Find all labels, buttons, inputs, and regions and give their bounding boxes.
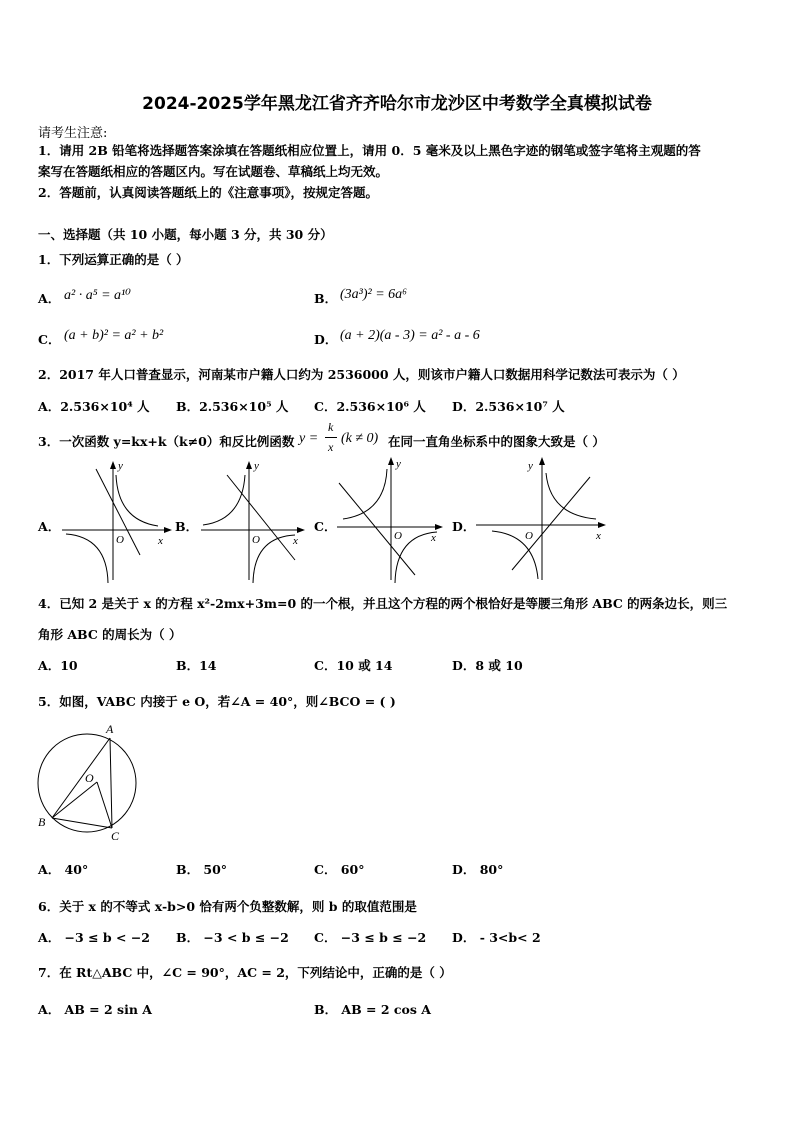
q3-graph-b — [197, 455, 309, 585]
question-3-stem-a: 3．一次函数 y=kx+k（k≠0）和反比例函数 — [38, 434, 295, 449]
notice-line-2: 2．答题前，认真阅读答题纸上的《注意事项》，按规定答题。 — [38, 185, 378, 200]
q4-option-b: B．14 — [176, 658, 217, 673]
axis-x-label: x — [158, 535, 163, 547]
q4-option-a: A．10 — [38, 658, 78, 673]
q5-option-d: D． 80° — [452, 862, 504, 877]
question-3-stem-b: 在同一直角坐标系中的图象大致是（ ） — [388, 434, 605, 449]
origin-label: O — [525, 530, 533, 542]
q1-option-b: (3a³)² = 6a⁶ — [340, 287, 408, 302]
question-4-stem-a: 4．已知 2 是关于 x 的方程 x²-2mx+3m=0 的一个根，并且这个方程的两个根恰好是等腰三角形 ABC 的两条边长，则三 — [38, 596, 728, 611]
question-1-stem: 1．下列运算正确的是（ ） — [38, 252, 189, 267]
q3-fraction-bar — [325, 437, 337, 438]
q5-option-c: C． 60° — [314, 862, 365, 877]
notice-heading: 请考生注意: — [38, 126, 108, 141]
point-b-label: B — [38, 815, 46, 829]
q1-option-d-label: D． — [314, 332, 338, 347]
q6-option-a: A． −3 ≤ b < −2 — [38, 930, 150, 945]
q3-func-condition: (k ≠ 0) — [341, 431, 379, 446]
axis-x-label: x — [293, 535, 298, 547]
q1-option-d: (a + 2)(a - 3) = a² - a - 6 — [340, 328, 480, 343]
q3-graph-d — [472, 455, 612, 585]
q1-option-c: (a + b)² = a² + b² — [64, 328, 164, 343]
question-4-stem-b: 角形 ABC 的周长为（ ） — [38, 627, 182, 642]
axis-y-label: y — [254, 460, 259, 472]
q6-option-b: B． −3 < b ≤ −2 — [176, 930, 289, 945]
axis-y-label: y — [396, 458, 401, 470]
point-a-label: A — [106, 722, 114, 736]
q3-option-a-label: A． — [38, 519, 61, 534]
section-heading: 一、选择题（共 10 小题，每小题 3 分，共 30 分） — [38, 227, 333, 242]
notice-line-1a: 1．请用 2B 铅笔将选择题答案涂填在答题纸相应位置上，请用 0．5 毫米及以上黑色字迹的钢笔或签字笔将主观题的答 — [38, 143, 701, 158]
q4-option-d: D．8 或 10 — [452, 658, 523, 673]
axis-x-label: x — [596, 530, 601, 542]
axis-x-label: x — [431, 532, 436, 544]
q3-func-denominator: x — [328, 440, 334, 454]
q5-option-a: A． 40° — [38, 862, 89, 877]
q1-option-a: a² · a⁵ = a¹⁰ — [64, 288, 131, 303]
q3-graph-a — [58, 455, 178, 585]
q6-option-d: D． - 3<b< 2 — [452, 930, 541, 945]
q2-option-a: A．2.536×10⁴ 人 — [38, 399, 150, 414]
q3-option-b-label: B． — [175, 519, 199, 534]
q4-option-c: C．10 或 14 — [314, 658, 393, 673]
q6-option-c: C． −3 ≤ b ≤ −2 — [314, 930, 427, 945]
question-5-stem: 5．如图，VABC 内接于 e O，若∠A = 40°，则∠BCO = ( ) — [38, 694, 396, 709]
q5-circle-diagram — [30, 720, 145, 845]
q3-func-y: y = — [299, 431, 319, 446]
q3-option-c-label: C． — [314, 519, 337, 534]
origin-label: O — [116, 534, 124, 546]
q7-option-a: A． AB = 2 sin A — [38, 1002, 152, 1017]
q1-option-c-label: C． — [38, 332, 61, 347]
q2-option-b: B．2.536×10⁵ 人 — [176, 399, 289, 414]
question-2-stem: 2．2017 年人口普查显示，河南某市户籍人口约为 2536000 人，则该市户籍人口数据用科学记数法可表示为（ ） — [38, 367, 685, 382]
q2-option-c: C．2.536×10⁶ 人 — [314, 399, 426, 414]
q3-func-numerator: k — [328, 420, 334, 434]
q1-option-a-label: A． — [38, 291, 61, 306]
axis-y-label: y — [528, 460, 533, 472]
page-title: 2024-2025学年黑龙江省齐齐哈尔市龙沙区中考数学全真模拟试卷 — [142, 94, 652, 114]
q1-option-b-label: B． — [314, 291, 338, 306]
question-7-stem: 7．在 Rt△ABC 中，∠C = 90°，AC = 2，下列结论中，正确的是（ ） — [38, 965, 452, 980]
origin-label: O — [394, 530, 402, 542]
origin-label: O — [252, 534, 260, 546]
axis-y-label: y — [118, 460, 123, 472]
question-6-stem: 6．关于 x 的不等式 x-b>0 恰有两个负整数解，则 b 的取值范围是 — [38, 899, 417, 914]
q3-option-d-label: D． — [452, 519, 476, 534]
q3-graph-c — [333, 455, 448, 585]
point-o-label: O — [85, 771, 94, 785]
notice-line-1b: 案写在答题纸相应的答题区内。写在试题卷、草稿纸上均无效。 — [38, 164, 389, 179]
point-c-label: C — [111, 829, 120, 843]
q7-option-b: B． AB = 2 cos A — [314, 1002, 431, 1017]
q5-option-b: B． 50° — [176, 862, 228, 877]
q2-option-d: D．2.536×10⁷ 人 — [452, 399, 565, 414]
